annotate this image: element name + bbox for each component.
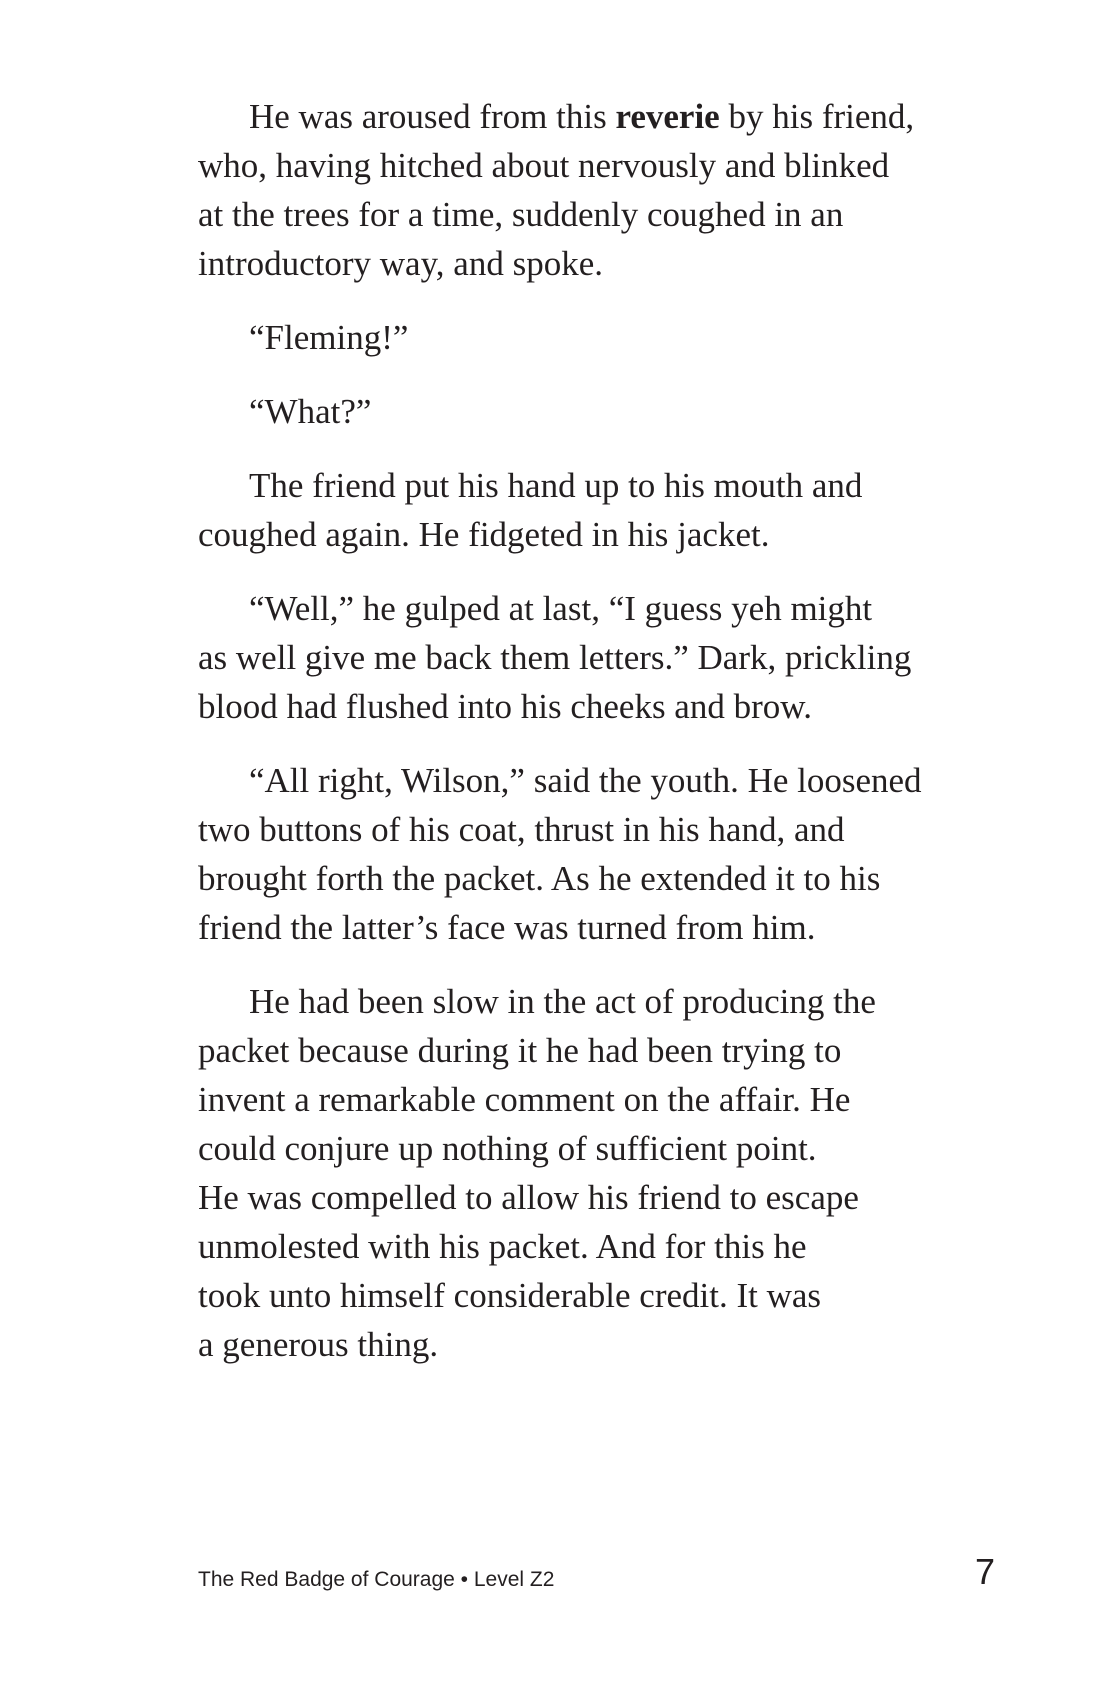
text-line: unmolested with his packet. And for this he [198,1227,807,1266]
footer-book-title: The Red Badge of Courage • Level Z2 [198,1568,555,1591]
text-line: “Fleming!” [249,318,409,357]
text-line: “Well,” he gulped at last, “I guess yeh might [249,589,873,628]
vocabulary-word: reverie [615,97,720,136]
text-line: as well give me back them letters.” Dark, prickling [198,638,912,677]
page-number: 7 [974,1551,995,1592]
text-line: packet because during it he had been trying to [198,1031,842,1070]
paragraph-7 [198,977,1008,1369]
text-line: coughed again. He fidgeted in his jacket. [198,515,770,554]
text-line: The friend put his hand up to his mouth and [249,466,863,505]
text-line: He was aroused from this reverie by his friend, [249,97,915,136]
text-line: He was compelled to allow his friend to escape [198,1178,859,1217]
paragraph-6 [198,756,1008,952]
text-line: invent a remarkable comment on the affair. He [198,1080,851,1119]
paragraph-4 [198,461,1008,559]
story-text [198,92,1008,1394]
text-line: two buttons of his coat, thrust in his hand, and [198,810,845,849]
text-line: “All right, Wilson,” said the youth. He loosened [249,761,922,800]
text-line: brought forth the packet. As he extended it to his [198,859,881,898]
paragraph-2 [198,313,1008,362]
paragraph-1 [198,92,1008,288]
text-line: friend the latter’s face was turned from him. [198,908,816,947]
text-line: blood had flushed into his cheeks and brow. [198,687,813,726]
paragraph-3 [198,387,1008,436]
text-line: who, having hitched about nervously and blinked [198,146,890,185]
text-line: introductory way, and spoke. [198,244,603,283]
text-line: He had been slow in the act of producing the [249,982,876,1021]
text-line: “What?” [249,392,372,431]
text-line: took unto himself considerable credit. It was [198,1276,822,1315]
text-line: could conjure up nothing of sufficient point. [198,1129,817,1168]
text-line: at the trees for a time, suddenly coughed in an [198,195,844,234]
paragraph-5 [198,584,1008,731]
text-line: a generous thing. [198,1325,439,1364]
